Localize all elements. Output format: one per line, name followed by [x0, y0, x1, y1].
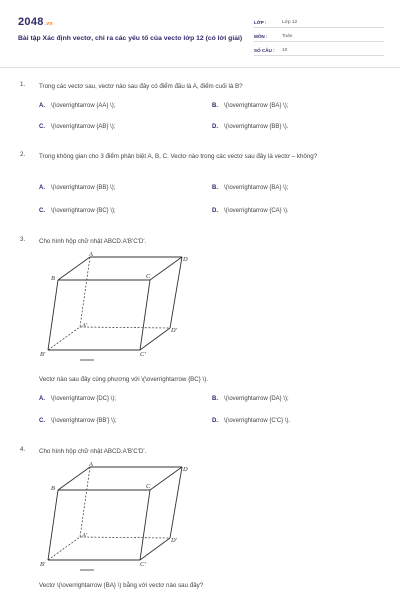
option-text: \(\overrightarrow {C'C} \).: [224, 418, 291, 424]
question-3: [20, 236, 380, 246]
vertex-label-b-prime: B': [40, 561, 46, 568]
option-text: \(\overrightarrow {BA} \);: [224, 185, 289, 191]
option-text: \(\overrightarrow {CA} \).: [224, 208, 289, 214]
option-text: \(\overrightarrow {DC} \);: [51, 396, 117, 402]
option-a[interactable]: [39, 185, 115, 191]
rectangular-box-diagram: [36, 250, 198, 370]
option-text: \(\overrightarrow {BA} \);: [224, 103, 289, 109]
option-label: C.: [39, 208, 45, 214]
option-a[interactable]: [39, 396, 116, 402]
question-3-options: [20, 374, 380, 430]
option-d[interactable]: [212, 418, 290, 424]
meta-key: MÔN :: [254, 34, 268, 39]
option-label: D.: [212, 208, 218, 214]
option-label: B.: [212, 396, 218, 402]
question-text: Trong không gian cho 3 điểm phân biệt A, B, C. Vectơ nào trong các vectơ sau đây là vectơ – không?: [39, 153, 318, 160]
option-b[interactable]: [212, 103, 288, 109]
meta-row-count: [254, 44, 384, 56]
question-number: 4.: [20, 446, 26, 453]
option-label: A.: [39, 396, 45, 402]
meta-row-class: [254, 16, 384, 28]
option-label: B.: [212, 185, 218, 191]
box-figure-q4: [36, 460, 198, 578]
option-label: B.: [212, 103, 218, 109]
header-divider: [0, 67, 400, 68]
meta-value: Toán: [282, 34, 293, 39]
meta-key: SỐ CÂU :: [254, 48, 275, 53]
site-logo[interactable]: [18, 16, 53, 28]
option-label: D.: [212, 418, 218, 424]
document-header: [18, 14, 384, 58]
vertex-label-c-prime: C': [140, 351, 146, 358]
question-followup: Vectơ nào sau đây cùng phương với \(\overrightarrow {BC} \).: [39, 376, 209, 383]
vertex-label-a-prime: A': [82, 322, 88, 329]
vertex-label-c: C: [146, 483, 151, 490]
document-meta: [254, 16, 384, 58]
meta-value: 10: [282, 48, 288, 53]
option-label: C.: [39, 418, 45, 424]
option-label: D.: [212, 124, 218, 130]
option-text: \(\overrightarrow {BC} \);: [51, 208, 116, 214]
vertex-label-b-prime: B': [40, 351, 46, 358]
question-1: [20, 81, 380, 141]
option-c[interactable]: [39, 208, 116, 214]
box-figure-q3: [36, 250, 198, 370]
option-text: \(\overrightarrow {AB} \);: [51, 124, 116, 130]
option-d[interactable]: [212, 208, 289, 214]
question-number: 1.: [20, 81, 26, 88]
question-text: Cho hình hộp chữ nhật ABCD.A'B'C'D'.: [39, 448, 147, 455]
question-4-followup: [20, 580, 380, 592]
vertex-label-a: A: [89, 461, 93, 468]
option-c[interactable]: [39, 124, 115, 130]
question-4: [20, 446, 380, 456]
option-b[interactable]: [212, 185, 288, 191]
vertex-label-c: C: [146, 273, 151, 280]
option-c[interactable]: [39, 418, 117, 424]
question-number: 2.: [20, 151, 26, 158]
question-text: Cho hình hộp chữ nhật ABCD.A'B'C'D'.: [39, 238, 147, 245]
question-number: 3.: [20, 236, 26, 243]
meta-value: Lớp 12: [282, 20, 298, 25]
vertex-label-d: D: [183, 256, 188, 263]
question-followup: Vectơ \(\overrightarrow {BA} \) bằng với vectơ nào sau đây?: [39, 582, 204, 589]
vertex-label-b: B: [51, 485, 55, 492]
meta-row-subject: [254, 30, 384, 42]
rectangular-box-diagram: [36, 460, 198, 578]
option-label: C.: [39, 124, 45, 130]
vertex-label-d-prime: D': [171, 537, 177, 544]
document-title: Bài tập Xác định vectơ, chỉ ra các yếu tố của vecto lớp 12 (có lời giải): [18, 35, 243, 42]
option-text: \(\overrightarrow {BB'} \);: [51, 418, 117, 424]
option-text: \(\overrightarrow {BB} \);: [51, 185, 116, 191]
vertex-label-b: B: [51, 275, 55, 282]
option-label: A.: [39, 185, 45, 191]
vertex-label-a: A: [89, 251, 93, 258]
option-text: \(\overrightarrow {BB} \).: [224, 124, 289, 130]
vertex-label-d-prime: D': [171, 327, 177, 334]
question-text: Trong các vectơ sau, vectơ nào sau đây có điểm đầu là A, điểm cuối là B?: [39, 83, 243, 90]
meta-key: LỚP :: [254, 20, 267, 25]
vertex-label-d: D: [183, 466, 188, 473]
option-text: \(\overrightarrow {DA} \);: [224, 396, 289, 402]
option-text: \(\overrightarrow {AA} \);: [51, 103, 116, 109]
vertex-label-a-prime: A': [82, 532, 88, 539]
question-2: [20, 151, 380, 221]
option-b[interactable]: [212, 396, 289, 402]
option-label: A.: [39, 103, 45, 109]
vertex-label-c-prime: C': [140, 561, 146, 568]
logo-main: 2048: [18, 16, 44, 28]
logo-suffix: .vn: [44, 21, 53, 27]
option-d[interactable]: [212, 124, 288, 130]
option-a[interactable]: [39, 103, 115, 109]
